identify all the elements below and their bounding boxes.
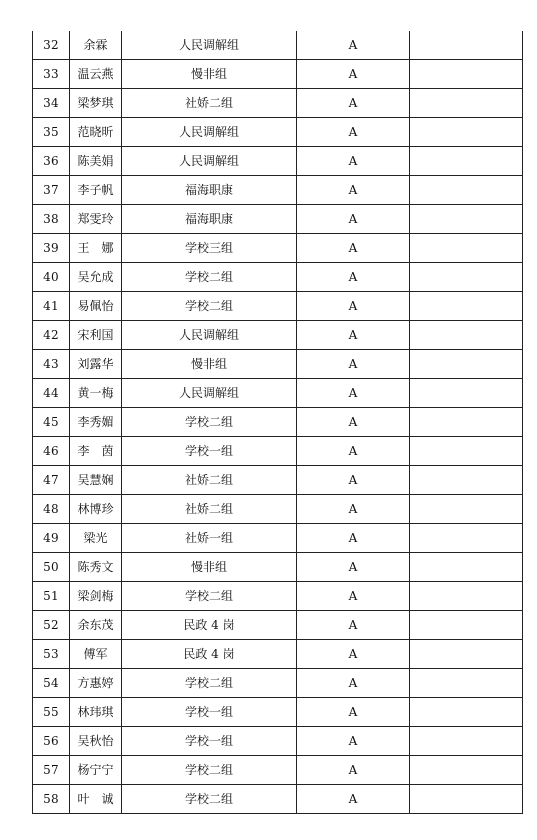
name-cell: 李子帆 (70, 176, 122, 205)
group-cell: 人民调解组 (122, 31, 297, 60)
group-cell: 民政 4 岗 (122, 640, 297, 669)
row-number-cell: 56 (33, 727, 70, 756)
row-number-cell: 38 (33, 205, 70, 234)
note-cell (410, 147, 523, 176)
grade-cell: A (297, 640, 410, 669)
note-cell (410, 466, 523, 495)
name-cell: 吴允成 (70, 263, 122, 292)
grade-cell: A (297, 292, 410, 321)
group-cell: 社娇二组 (122, 495, 297, 524)
note-cell (410, 553, 523, 582)
grade-cell: A (297, 176, 410, 205)
name-cell: 刘露华 (70, 350, 122, 379)
row-number-cell: 33 (33, 60, 70, 89)
group-cell: 学校二组 (122, 785, 297, 814)
note-cell (410, 756, 523, 785)
table-row (33, 379, 523, 408)
name-cell: 陈秀文 (70, 553, 122, 582)
note-cell (410, 524, 523, 553)
grade-cell: A (297, 379, 410, 408)
row-number-cell: 55 (33, 698, 70, 727)
name-cell: 范晓昕 (70, 118, 122, 147)
table-row (33, 785, 523, 814)
name-cell: 余东茂 (70, 611, 122, 640)
row-number-cell: 41 (33, 292, 70, 321)
group-cell: 福海职康 (122, 176, 297, 205)
row-number-cell: 43 (33, 350, 70, 379)
table-row (33, 176, 523, 205)
name-cell: 梁剑梅 (70, 582, 122, 611)
table-row (33, 524, 523, 553)
group-cell: 学校一组 (122, 437, 297, 466)
table-row (33, 263, 523, 292)
table-row (33, 727, 523, 756)
note-cell (410, 89, 523, 118)
group-cell: 慢非组 (122, 350, 297, 379)
row-number-cell: 35 (33, 118, 70, 147)
table-row (33, 292, 523, 321)
grade-cell: A (297, 466, 410, 495)
group-cell: 学校二组 (122, 669, 297, 698)
note-cell (410, 263, 523, 292)
row-number-cell: 44 (33, 379, 70, 408)
note-cell (410, 727, 523, 756)
group-cell: 慢非组 (122, 60, 297, 89)
note-cell (410, 408, 523, 437)
group-cell: 人民调解组 (122, 321, 297, 350)
group-cell: 学校一组 (122, 698, 297, 727)
table-row (33, 147, 523, 176)
name-cell: 温云燕 (70, 60, 122, 89)
table-row (33, 553, 523, 582)
row-number-cell: 48 (33, 495, 70, 524)
group-cell: 民政 4 岗 (122, 611, 297, 640)
group-cell: 学校二组 (122, 292, 297, 321)
name-cell: 梁光 (70, 524, 122, 553)
grade-cell: A (297, 553, 410, 582)
table-row (33, 495, 523, 524)
name-cell: 王 娜 (70, 234, 122, 263)
name-cell: 宋利国 (70, 321, 122, 350)
row-number-cell: 53 (33, 640, 70, 669)
group-cell: 社娇二组 (122, 89, 297, 118)
row-number-cell: 49 (33, 524, 70, 553)
name-cell: 傅军 (70, 640, 122, 669)
note-cell (410, 234, 523, 263)
grade-cell: A (297, 147, 410, 176)
name-cell: 李 茵 (70, 437, 122, 466)
note-cell (410, 785, 523, 814)
row-number-cell: 45 (33, 408, 70, 437)
table-row (33, 89, 523, 118)
grade-cell: A (297, 205, 410, 234)
note-cell (410, 205, 523, 234)
note-cell (410, 669, 523, 698)
group-cell: 福海职康 (122, 205, 297, 234)
group-cell: 人民调解组 (122, 147, 297, 176)
name-cell: 陈美娟 (70, 147, 122, 176)
grade-cell: A (297, 408, 410, 437)
table-row (33, 582, 523, 611)
grade-cell: A (297, 31, 410, 60)
group-cell: 人民调解组 (122, 118, 297, 147)
name-cell: 黄一梅 (70, 379, 122, 408)
row-number-cell: 50 (33, 553, 70, 582)
name-cell: 吴秋怡 (70, 727, 122, 756)
row-number-cell: 37 (33, 176, 70, 205)
name-cell: 梁梦琪 (70, 89, 122, 118)
row-number-cell: 32 (33, 31, 70, 60)
note-cell (410, 321, 523, 350)
table-row (33, 669, 523, 698)
group-cell: 学校一组 (122, 727, 297, 756)
group-cell: 社娇二组 (122, 466, 297, 495)
table-row (33, 31, 523, 60)
note-cell (410, 176, 523, 205)
name-cell: 郑雯玲 (70, 205, 122, 234)
table-row (33, 408, 523, 437)
row-number-cell: 54 (33, 669, 70, 698)
name-cell: 林玮琪 (70, 698, 122, 727)
grade-cell: A (297, 756, 410, 785)
grade-cell: A (297, 524, 410, 553)
table-row (33, 611, 523, 640)
table-row (33, 756, 523, 785)
name-cell: 杨宁宁 (70, 756, 122, 785)
grade-cell: A (297, 698, 410, 727)
grade-cell: A (297, 60, 410, 89)
grade-cell: A (297, 582, 410, 611)
grade-cell: A (297, 785, 410, 814)
group-cell: 学校二组 (122, 408, 297, 437)
name-cell: 林博珍 (70, 495, 122, 524)
name-cell: 易佩怡 (70, 292, 122, 321)
group-cell: 慢非组 (122, 553, 297, 582)
row-number-cell: 58 (33, 785, 70, 814)
group-cell: 社娇一组 (122, 524, 297, 553)
name-cell: 方惠婷 (70, 669, 122, 698)
row-number-cell: 39 (33, 234, 70, 263)
group-cell: 学校三组 (122, 234, 297, 263)
note-cell (410, 118, 523, 147)
table-row (33, 321, 523, 350)
grade-cell: A (297, 727, 410, 756)
group-cell: 学校二组 (122, 582, 297, 611)
grade-cell: A (297, 118, 410, 147)
grade-cell: A (297, 611, 410, 640)
table-row (33, 205, 523, 234)
name-cell: 吴慧娴 (70, 466, 122, 495)
name-cell: 叶 诚 (70, 785, 122, 814)
row-number-cell: 51 (33, 582, 70, 611)
table-row (33, 118, 523, 147)
note-cell (410, 350, 523, 379)
note-cell (410, 437, 523, 466)
row-number-cell: 42 (33, 321, 70, 350)
row-number-cell: 46 (33, 437, 70, 466)
note-cell (410, 698, 523, 727)
row-number-cell: 52 (33, 611, 70, 640)
note-cell (410, 31, 523, 60)
grade-cell: A (297, 234, 410, 263)
group-cell: 人民调解组 (122, 379, 297, 408)
table-row (33, 698, 523, 727)
table-row (33, 437, 523, 466)
table-row (33, 466, 523, 495)
grade-cell: A (297, 669, 410, 698)
note-cell (410, 379, 523, 408)
grade-cell: A (297, 495, 410, 524)
grade-cell: A (297, 350, 410, 379)
table-row (33, 640, 523, 669)
row-number-cell: 40 (33, 263, 70, 292)
note-cell (410, 582, 523, 611)
grade-cell: A (297, 321, 410, 350)
row-number-cell: 47 (33, 466, 70, 495)
grade-cell: A (297, 263, 410, 292)
roster-table-body (33, 31, 523, 814)
grade-cell: A (297, 89, 410, 118)
grade-cell: A (297, 437, 410, 466)
table-row (33, 60, 523, 89)
note-cell (410, 60, 523, 89)
name-cell: 余霖 (70, 31, 122, 60)
name-cell: 李秀媚 (70, 408, 122, 437)
note-cell (410, 292, 523, 321)
note-cell (410, 495, 523, 524)
roster-table (32, 31, 523, 814)
group-cell: 学校二组 (122, 263, 297, 292)
table-row (33, 234, 523, 263)
row-number-cell: 34 (33, 89, 70, 118)
group-cell: 学校二组 (122, 756, 297, 785)
note-cell (410, 611, 523, 640)
note-cell (410, 640, 523, 669)
table-row (33, 350, 523, 379)
row-number-cell: 36 (33, 147, 70, 176)
row-number-cell: 57 (33, 756, 70, 785)
